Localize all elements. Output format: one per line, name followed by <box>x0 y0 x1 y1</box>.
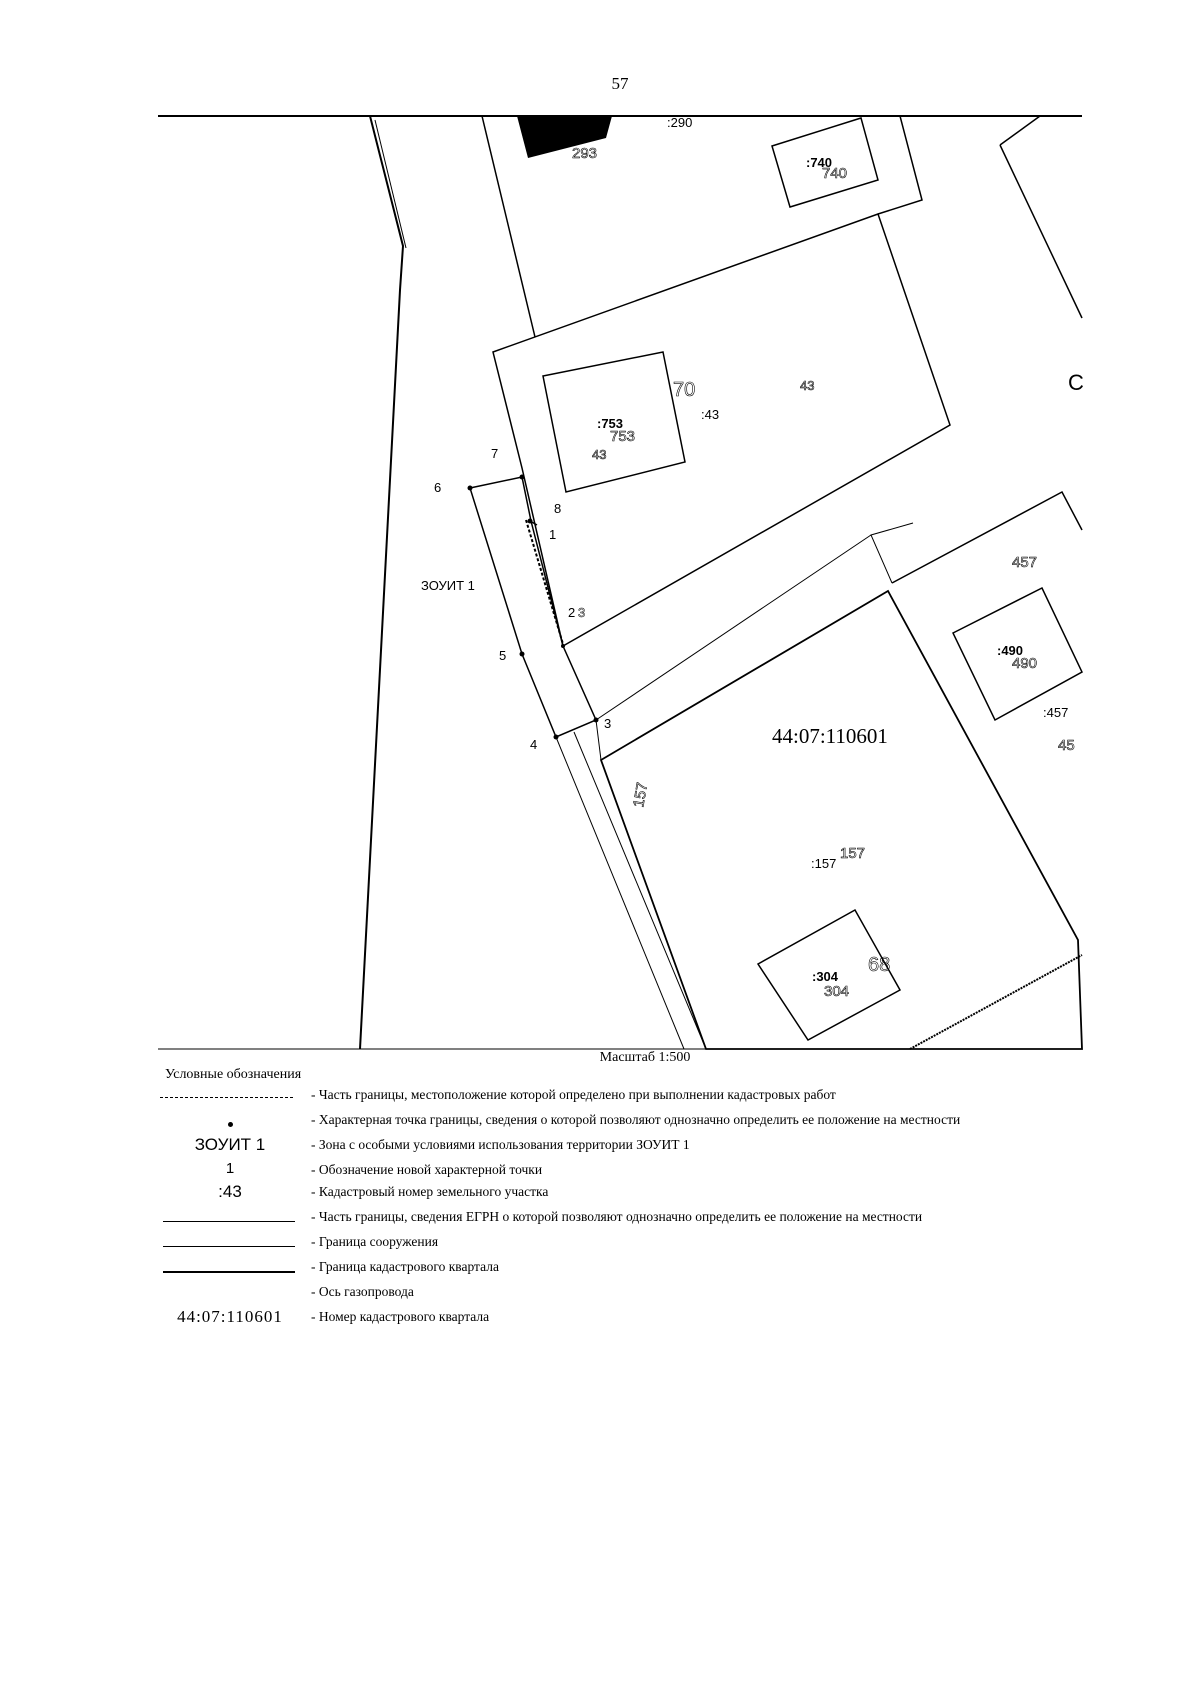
legend-symbol-solid-line <box>155 1232 305 1257</box>
point-6-dot <box>468 486 473 491</box>
legend-text: - Кадастровый номер земельного участка <box>311 1184 549 1199</box>
road-boundary-left-inner <box>375 120 406 248</box>
page-number: 57 <box>611 74 629 93</box>
label-304-bld: 304 <box>824 983 850 1000</box>
legend-symbol-dot <box>155 1110 305 1135</box>
legend-row-quarter-number <box>155 1307 1155 1332</box>
point-7-dot <box>520 475 525 480</box>
point-label-6: 6 <box>434 480 442 495</box>
legend-symbol-solid-line <box>155 1207 305 1232</box>
legend-row-zone <box>155 1135 1155 1160</box>
right-parcel-line-1 <box>1000 116 1040 145</box>
gas-pipeline-axis <box>596 535 871 720</box>
road-boundary-left <box>360 116 403 1049</box>
label-43-house: 43 <box>800 378 815 393</box>
quarter-number-label: 44:07:110601 <box>772 724 888 748</box>
legend-text: - Часть границы, местоположение которой определено при выполнении кадастровых работ <box>311 1087 836 1102</box>
road-boundary-right <box>556 737 684 1049</box>
legend-text: - Характерная точка границы, сведения о которой позволяют однозначно определить ее положение на местности <box>311 1112 961 1127</box>
label-740-bld: 740 <box>822 165 848 182</box>
boundary-596-601 <box>596 720 601 760</box>
label-68: 68 <box>868 954 891 976</box>
legend-row-quarter-boundary <box>155 1257 1155 1282</box>
quarter-boundary-bottom <box>910 955 1082 1049</box>
label-753-cad: :753 <box>597 416 624 431</box>
legend-text: - Зона с особыми условиями использования территории ЗОУИТ 1 <box>311 1137 690 1152</box>
label-457-cad: :457 <box>1043 705 1069 720</box>
label-157-rot: 157 <box>630 781 652 809</box>
legend-symbol-dashed-line <box>155 1085 305 1110</box>
point-8-dot <box>528 519 533 524</box>
point-5-dot <box>520 652 525 657</box>
legend-row-cadastral-number <box>155 1182 1155 1207</box>
label-C: С <box>1068 370 1084 395</box>
legend-text: - Граница кадастрового квартала <box>311 1259 499 1274</box>
legend-text: - Граница сооружения <box>311 1234 439 1249</box>
point-label-1: 1 <box>549 527 557 542</box>
parcel-43 <box>493 214 950 646</box>
legend-text: - Ось газопровода <box>311 1284 414 1299</box>
label-157-house: 157 <box>840 845 866 862</box>
point-label-8: 8 <box>554 501 562 516</box>
parcel-457-line <box>892 492 1082 583</box>
point-2-dot <box>561 644 565 648</box>
legend-symbol-zone: ЗОУИТ 1 <box>194 1135 266 1154</box>
parcel-290-right <box>878 116 922 214</box>
scale-text: Масштаб 1:500 <box>599 1050 691 1065</box>
label-70: 70 <box>673 379 696 401</box>
point-label-7: 7 <box>491 446 499 461</box>
point-label-4: 4 <box>530 737 538 752</box>
label-290: :290 <box>667 115 693 130</box>
label-157-cad: :157 <box>811 856 837 871</box>
label-45: 45 <box>1058 737 1075 754</box>
legend-symbol-solid-line <box>155 1257 305 1282</box>
legend-symbol-quarter-number: 44:07:110601 <box>177 1307 283 1326</box>
legend <box>155 1085 1155 1332</box>
label-753-bld: 753 <box>610 428 636 445</box>
legend-row-new-point <box>155 1160 1155 1182</box>
legend-row-egrn-boundary <box>155 1207 1155 1232</box>
legend-text: - Номер кадастрового квартала <box>311 1309 490 1324</box>
label-457-house: 457 <box>1012 554 1038 571</box>
legend-row-point <box>155 1110 1155 1135</box>
label-43-cad: :43 <box>701 407 720 422</box>
point-label-5: 5 <box>499 648 507 663</box>
point-label-3a: 3 <box>578 605 586 620</box>
legend-symbol-blank <box>155 1282 305 1307</box>
label-490-bld: 490 <box>1012 655 1038 672</box>
legend-row-structure <box>155 1232 1155 1257</box>
parcel-157 <box>601 591 1082 1049</box>
legend-text: - Обозначение новой характерной точки <box>311 1162 543 1177</box>
label-43-bld: 43 <box>592 447 607 462</box>
legend-text: - Часть границы, сведения ЕГРН о которой позволяют однозначно определить ее положение на местности <box>311 1209 923 1224</box>
point-label-2: 2 <box>568 605 576 620</box>
legend-row-gas-pipeline <box>155 1282 1155 1307</box>
legend-title: Условные обозначения <box>165 1067 302 1082</box>
label-293: 293 <box>572 145 598 162</box>
point-label-3: 3 <box>604 716 612 731</box>
strip-line <box>871 523 913 583</box>
label-490-cad: :490 <box>997 643 1024 658</box>
right-parcel-line-2 <box>1000 145 1082 318</box>
road-boundary-right-2 <box>574 732 706 1049</box>
legend-row-new-boundary <box>155 1085 1155 1110</box>
label-740-cad: :740 <box>806 155 833 170</box>
legend-symbol-cadastral-number: :43 <box>218 1182 242 1201</box>
zone-label: ЗОУИТ 1 <box>421 578 475 593</box>
legend-symbol-point-number: 1 <box>225 1160 235 1177</box>
building-293 <box>517 116 612 158</box>
label-304-cad: :304 <box>812 969 839 984</box>
